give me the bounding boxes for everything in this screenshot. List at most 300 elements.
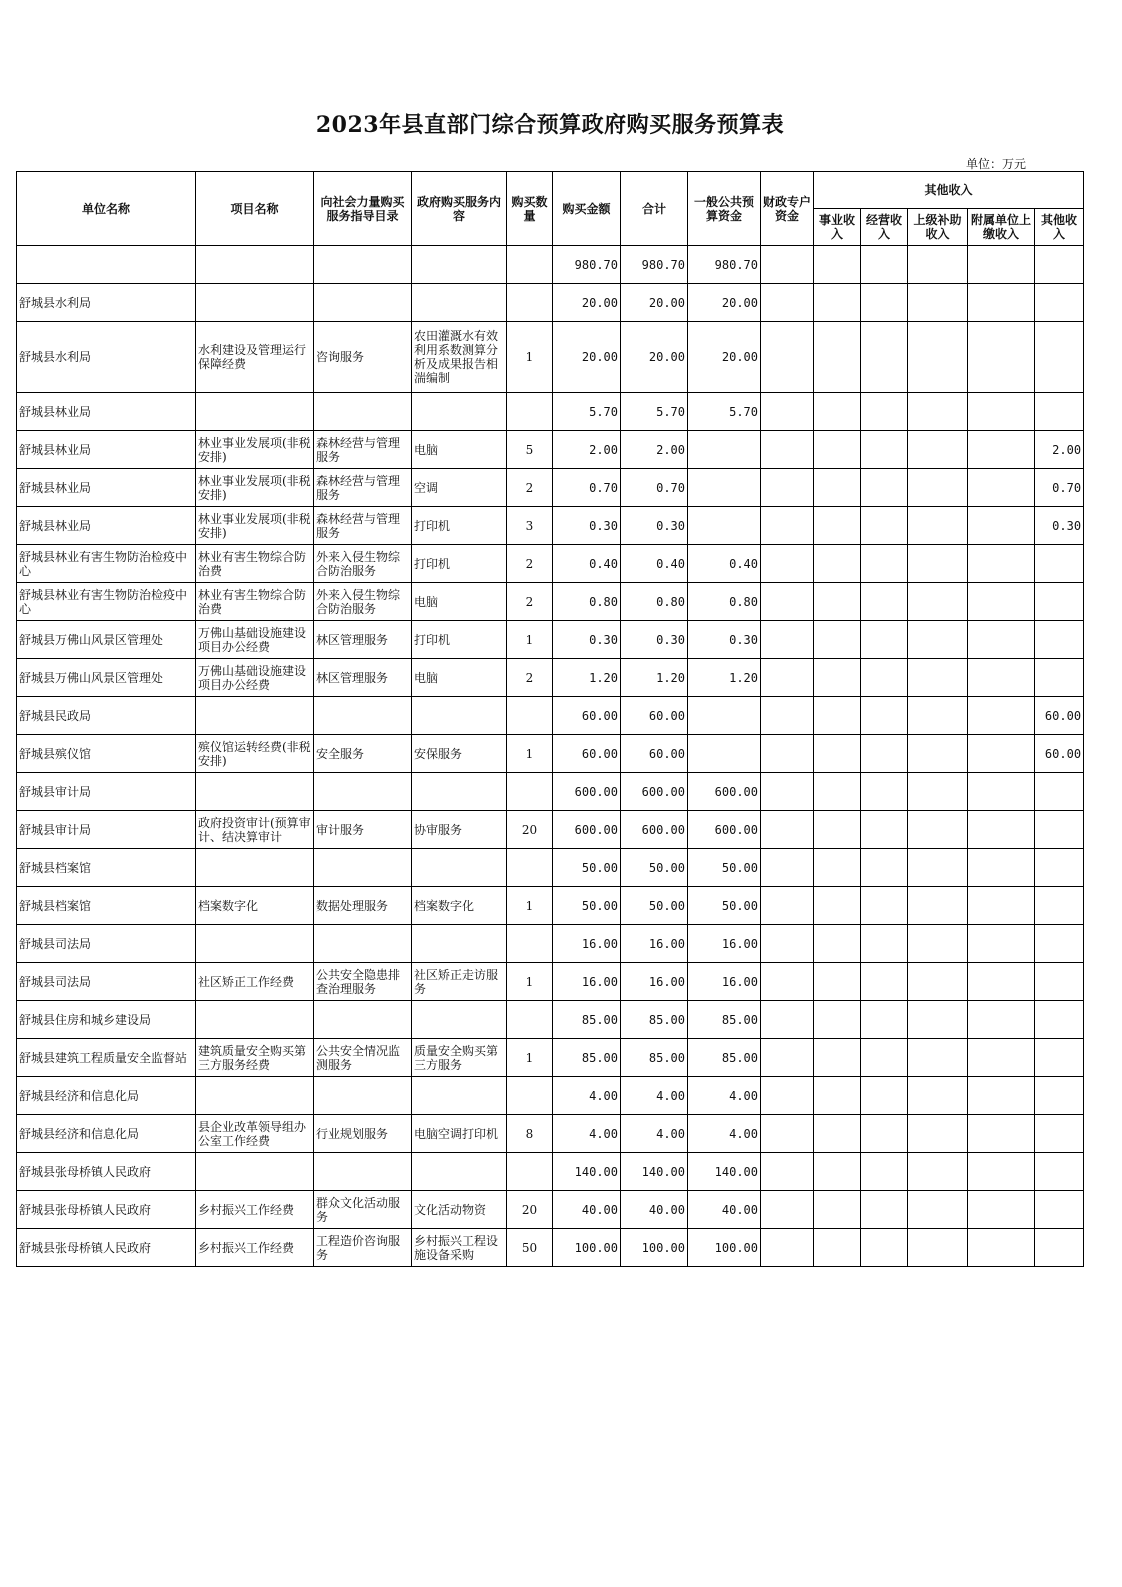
cell-operating-income	[861, 773, 908, 811]
table-row	[17, 469, 1084, 507]
cell-special-fund	[761, 1001, 814, 1039]
cell-affiliated-income	[968, 1229, 1035, 1267]
cell-quantity: 2	[507, 469, 553, 507]
cell-content: 协审服务	[412, 811, 507, 849]
cell-total: 5.70	[621, 393, 688, 431]
cell-catalog: 安全服务	[314, 735, 412, 773]
cell-superior-subsidy	[908, 773, 968, 811]
cell-affiliated-income	[968, 1077, 1035, 1115]
cell-superior-subsidy	[908, 246, 968, 284]
cell-content	[412, 925, 507, 963]
cell-affiliated-income	[968, 507, 1035, 545]
cell-catalog: 行业规划服务	[314, 1115, 412, 1153]
cell-operating-income	[861, 963, 908, 1001]
cell-unit-name: 舒城县档案馆	[17, 887, 196, 925]
cell-total: 0.40	[621, 545, 688, 583]
cell-superior-subsidy	[908, 1191, 968, 1229]
cell-affiliated-income	[968, 925, 1035, 963]
cell-project-name	[196, 246, 314, 284]
cell-content: 打印机	[412, 545, 507, 583]
cell-operating-income	[861, 811, 908, 849]
cell-unit-name: 舒城县林业局	[17, 507, 196, 545]
cell-catalog: 林区管理服务	[314, 659, 412, 697]
table-row	[17, 1191, 1084, 1229]
cell-catalog	[314, 284, 412, 322]
cell-quantity	[507, 773, 553, 811]
cell-quantity: 1	[507, 963, 553, 1001]
cell-project-name: 林业事业发展项(非税安排)	[196, 507, 314, 545]
cell-amount: 100.00	[553, 1229, 621, 1267]
cell-quantity: 50	[507, 1229, 553, 1267]
table-row	[17, 773, 1084, 811]
cell-superior-subsidy	[908, 659, 968, 697]
cell-total: 40.00	[621, 1191, 688, 1229]
cell-quantity: 1	[507, 887, 553, 925]
cell-content: 打印机	[412, 621, 507, 659]
cell-project-name: 林业有害生物综合防治费	[196, 545, 314, 583]
cell-general-budget: 20.00	[688, 284, 761, 322]
cell-other-income: 2.00	[1035, 431, 1084, 469]
cell-special-fund	[761, 1039, 814, 1077]
cell-operating-income	[861, 545, 908, 583]
cell-project-name	[196, 773, 314, 811]
cell-affiliated-income	[968, 849, 1035, 887]
cell-other-income	[1035, 1077, 1084, 1115]
cell-superior-subsidy	[908, 431, 968, 469]
cell-business-income	[814, 431, 861, 469]
cell-operating-income	[861, 1077, 908, 1115]
cell-operating-income	[861, 925, 908, 963]
cell-special-fund	[761, 583, 814, 621]
cell-project-name: 政府投资审计(预算审计、结决算审计	[196, 811, 314, 849]
table-row	[17, 1229, 1084, 1267]
cell-business-income	[814, 849, 861, 887]
cell-superior-subsidy	[908, 469, 968, 507]
cell-affiliated-income	[968, 393, 1035, 431]
table-row	[17, 963, 1084, 1001]
cell-affiliated-income	[968, 1039, 1035, 1077]
cell-affiliated-income	[968, 1115, 1035, 1153]
cell-quantity: 1	[507, 735, 553, 773]
cell-other-income	[1035, 1153, 1084, 1191]
cell-superior-subsidy	[908, 963, 968, 1001]
cell-business-income	[814, 1229, 861, 1267]
cell-business-income	[814, 469, 861, 507]
cell-affiliated-income	[968, 431, 1035, 469]
cell-affiliated-income	[968, 963, 1035, 1001]
header-project-name: 项目名称	[196, 172, 314, 246]
cell-total: 85.00	[621, 1001, 688, 1039]
cell-catalog	[314, 773, 412, 811]
cell-general-budget: 4.00	[688, 1115, 761, 1153]
cell-general-budget: 0.80	[688, 583, 761, 621]
cell-unit-name: 舒城县林业局	[17, 393, 196, 431]
cell-total: 140.00	[621, 1153, 688, 1191]
cell-special-fund	[761, 393, 814, 431]
cell-general-budget	[688, 507, 761, 545]
cell-amount: 140.00	[553, 1153, 621, 1191]
cell-catalog	[314, 246, 412, 284]
cell-quantity	[507, 1077, 553, 1115]
cell-unit-name: 舒城县司法局	[17, 963, 196, 1001]
cell-total: 60.00	[621, 697, 688, 735]
cell-affiliated-income	[968, 583, 1035, 621]
cell-operating-income	[861, 246, 908, 284]
cell-superior-subsidy	[908, 735, 968, 773]
cell-total: 0.30	[621, 621, 688, 659]
cell-general-budget: 16.00	[688, 925, 761, 963]
cell-superior-subsidy	[908, 322, 968, 393]
cell-other-income: 0.30	[1035, 507, 1084, 545]
cell-content	[412, 849, 507, 887]
cell-special-fund	[761, 1229, 814, 1267]
cell-general-budget: 980.70	[688, 246, 761, 284]
cell-special-fund	[761, 284, 814, 322]
cell-other-income	[1035, 246, 1084, 284]
cell-project-name	[196, 849, 314, 887]
cell-unit-name: 舒城县林业有害生物防治检疫中心	[17, 583, 196, 621]
cell-total: 2.00	[621, 431, 688, 469]
cell-affiliated-income	[968, 811, 1035, 849]
cell-general-budget: 85.00	[688, 1001, 761, 1039]
cell-special-fund	[761, 1191, 814, 1229]
cell-total: 600.00	[621, 773, 688, 811]
cell-affiliated-income	[968, 887, 1035, 925]
cell-unit-name: 舒城县审计局	[17, 811, 196, 849]
cell-amount: 2.00	[553, 431, 621, 469]
cell-business-income	[814, 621, 861, 659]
cell-total: 4.00	[621, 1115, 688, 1153]
cell-unit-name: 舒城县住房和城乡建设局	[17, 1001, 196, 1039]
cell-superior-subsidy	[908, 887, 968, 925]
cell-superior-subsidy	[908, 583, 968, 621]
cell-quantity	[507, 1001, 553, 1039]
cell-operating-income	[861, 583, 908, 621]
cell-content	[412, 697, 507, 735]
cell-unit-name: 舒城县档案馆	[17, 849, 196, 887]
cell-content: 档案数字化	[412, 887, 507, 925]
header-other: 其他收入	[1035, 209, 1084, 246]
cell-business-income	[814, 545, 861, 583]
header-amount: 购买金额	[553, 172, 621, 246]
cell-other-income: 60.00	[1035, 735, 1084, 773]
cell-other-income: 60.00	[1035, 697, 1084, 735]
cell-unit-name: 舒城县经济和信息化局	[17, 1115, 196, 1153]
cell-superior-subsidy	[908, 1115, 968, 1153]
cell-other-income	[1035, 963, 1084, 1001]
cell-quantity	[507, 925, 553, 963]
cell-unit-name: 舒城县万佛山风景区管理处	[17, 659, 196, 697]
table-body	[17, 246, 1084, 1267]
cell-content: 电脑	[412, 583, 507, 621]
cell-content: 打印机	[412, 507, 507, 545]
cell-general-budget: 5.70	[688, 393, 761, 431]
cell-total: 1.20	[621, 659, 688, 697]
cell-amount: 16.00	[553, 963, 621, 1001]
cell-general-budget: 100.00	[688, 1229, 761, 1267]
cell-business-income	[814, 735, 861, 773]
cell-general-budget: 1.20	[688, 659, 761, 697]
header-general-budget: 一般公共预算资金	[688, 172, 761, 246]
table-row	[17, 849, 1084, 887]
cell-superior-subsidy	[908, 849, 968, 887]
table-row	[17, 1077, 1084, 1115]
cell-amount: 50.00	[553, 849, 621, 887]
cell-other-income	[1035, 849, 1084, 887]
cell-operating-income	[861, 849, 908, 887]
cell-project-name: 殡仪馆运转经费(非税安排)	[196, 735, 314, 773]
cell-business-income	[814, 583, 861, 621]
cell-amount: 4.00	[553, 1115, 621, 1153]
cell-catalog	[314, 925, 412, 963]
cell-general-budget: 0.40	[688, 545, 761, 583]
cell-unit-name: 舒城县水利局	[17, 322, 196, 393]
cell-catalog: 工程造价咨询服务	[314, 1229, 412, 1267]
cell-business-income	[814, 773, 861, 811]
cell-quantity: 2	[507, 659, 553, 697]
cell-catalog: 群众文化活动服务	[314, 1191, 412, 1229]
cell-project-name: 水利建设及管理运行保障经费	[196, 322, 314, 393]
cell-business-income	[814, 322, 861, 393]
cell-total: 85.00	[621, 1039, 688, 1077]
cell-catalog: 数据处理服务	[314, 887, 412, 925]
cell-operating-income	[861, 284, 908, 322]
cell-operating-income	[861, 659, 908, 697]
table-row	[17, 583, 1084, 621]
cell-business-income	[814, 1191, 861, 1229]
cell-catalog	[314, 1001, 412, 1039]
cell-unit-name: 舒城县司法局	[17, 925, 196, 963]
cell-project-name: 乡村振兴工作经费	[196, 1229, 314, 1267]
cell-other-income	[1035, 393, 1084, 431]
cell-total: 980.70	[621, 246, 688, 284]
cell-other-income	[1035, 1229, 1084, 1267]
cell-special-fund	[761, 887, 814, 925]
cell-other-income	[1035, 811, 1084, 849]
cell-amount: 20.00	[553, 322, 621, 393]
table-row	[17, 1153, 1084, 1191]
cell-affiliated-income	[968, 322, 1035, 393]
table-row	[17, 431, 1084, 469]
header-total: 合计	[621, 172, 688, 246]
cell-catalog	[314, 849, 412, 887]
cell-total: 0.30	[621, 507, 688, 545]
cell-content: 安保服务	[412, 735, 507, 773]
cell-total: 100.00	[621, 1229, 688, 1267]
cell-unit-name: 舒城县林业局	[17, 431, 196, 469]
cell-general-budget	[688, 735, 761, 773]
table-row	[17, 735, 1084, 773]
cell-special-fund	[761, 431, 814, 469]
cell-business-income	[814, 1153, 861, 1191]
cell-quantity	[507, 849, 553, 887]
cell-other-income	[1035, 1039, 1084, 1077]
cell-operating-income	[861, 469, 908, 507]
cell-catalog: 外来入侵生物综合防治服务	[314, 583, 412, 621]
cell-other-income	[1035, 925, 1084, 963]
cell-catalog: 审计服务	[314, 811, 412, 849]
cell-content	[412, 284, 507, 322]
cell-unit-name: 舒城县民政局	[17, 697, 196, 735]
header-quantity: 购买数量	[507, 172, 553, 246]
cell-unit-name: 舒城县建筑工程质量安全监督站	[17, 1039, 196, 1077]
cell-quantity: 20	[507, 1191, 553, 1229]
cell-total: 600.00	[621, 811, 688, 849]
cell-content: 电脑	[412, 431, 507, 469]
cell-unit-name: 舒城县张母桥镇人民政府	[17, 1153, 196, 1191]
cell-catalog: 公共安全情况监测服务	[314, 1039, 412, 1077]
cell-special-fund	[761, 469, 814, 507]
header-special-fund: 财政专户资金	[761, 172, 814, 246]
cell-quantity: 20	[507, 811, 553, 849]
cell-other-income	[1035, 659, 1084, 697]
cell-project-name: 万佛山基础设施建设项目办公经费	[196, 621, 314, 659]
cell-business-income	[814, 1077, 861, 1115]
cell-superior-subsidy	[908, 1077, 968, 1115]
cell-content	[412, 1077, 507, 1115]
cell-catalog: 公共安全隐患排查治理服务	[314, 963, 412, 1001]
cell-operating-income	[861, 507, 908, 545]
cell-business-income	[814, 246, 861, 284]
cell-amount: 0.40	[553, 545, 621, 583]
cell-other-income	[1035, 1115, 1084, 1153]
cell-operating-income	[861, 322, 908, 393]
cell-operating-income	[861, 1039, 908, 1077]
cell-quantity: 2	[507, 583, 553, 621]
cell-other-income	[1035, 773, 1084, 811]
cell-business-income	[814, 925, 861, 963]
cell-general-budget: 16.00	[688, 963, 761, 1001]
cell-operating-income	[861, 393, 908, 431]
cell-other-income	[1035, 545, 1084, 583]
cell-project-name	[196, 1001, 314, 1039]
table-row	[17, 659, 1084, 697]
cell-catalog	[314, 393, 412, 431]
cell-business-income	[814, 1115, 861, 1153]
cell-amount: 1.20	[553, 659, 621, 697]
table-row	[17, 811, 1084, 849]
cell-other-income	[1035, 887, 1084, 925]
cell-catalog	[314, 1077, 412, 1115]
cell-unit-name: 舒城县水利局	[17, 284, 196, 322]
cell-unit-name: 舒城县张母桥镇人民政府	[17, 1191, 196, 1229]
cell-quantity	[507, 393, 553, 431]
unit-label: 单位：万元	[966, 157, 1027, 171]
cell-amount: 40.00	[553, 1191, 621, 1229]
cell-operating-income	[861, 431, 908, 469]
cell-general-budget: 0.30	[688, 621, 761, 659]
cell-quantity	[507, 246, 553, 284]
header-unit-name: 单位名称	[17, 172, 196, 246]
cell-unit-name	[17, 246, 196, 284]
cell-business-income	[814, 697, 861, 735]
cell-quantity: 1	[507, 1039, 553, 1077]
cell-operating-income	[861, 1115, 908, 1153]
cell-catalog: 外来入侵生物综合防治服务	[314, 545, 412, 583]
cell-project-name	[196, 925, 314, 963]
cell-unit-name: 舒城县张母桥镇人民政府	[17, 1229, 196, 1267]
cell-superior-subsidy	[908, 393, 968, 431]
table-row	[17, 322, 1084, 393]
cell-content	[412, 246, 507, 284]
cell-quantity: 5	[507, 431, 553, 469]
cell-superior-subsidy	[908, 507, 968, 545]
cell-business-income	[814, 659, 861, 697]
cell-amount: 5.70	[553, 393, 621, 431]
cell-total: 60.00	[621, 735, 688, 773]
cell-quantity: 8	[507, 1115, 553, 1153]
cell-amount: 4.00	[553, 1077, 621, 1115]
cell-business-income	[814, 1001, 861, 1039]
cell-special-fund	[761, 963, 814, 1001]
cell-operating-income	[861, 887, 908, 925]
cell-project-name	[196, 697, 314, 735]
cell-total: 16.00	[621, 925, 688, 963]
cell-project-name	[196, 284, 314, 322]
cell-amount: 60.00	[553, 697, 621, 735]
cell-special-fund	[761, 773, 814, 811]
cell-unit-name: 舒城县审计局	[17, 773, 196, 811]
cell-project-name: 林业事业发展项(非税安排)	[196, 431, 314, 469]
cell-general-budget	[688, 469, 761, 507]
cell-content: 社区矫正走访服务	[412, 963, 507, 1001]
cell-amount: 85.00	[553, 1001, 621, 1039]
cell-amount: 600.00	[553, 811, 621, 849]
cell-other-income	[1035, 1001, 1084, 1039]
cell-amount: 20.00	[553, 284, 621, 322]
cell-business-income	[814, 393, 861, 431]
table-row	[17, 621, 1084, 659]
cell-unit-name: 舒城县林业有害生物防治检疫中心	[17, 545, 196, 583]
cell-business-income	[814, 887, 861, 925]
cell-content: 电脑	[412, 659, 507, 697]
cell-operating-income	[861, 1001, 908, 1039]
cell-project-name	[196, 393, 314, 431]
cell-superior-subsidy	[908, 1039, 968, 1077]
page-title: 2023年县直部门综合预算政府购买服务预算表	[315, 112, 785, 138]
cell-special-fund	[761, 811, 814, 849]
header-business-income: 事业收入	[814, 209, 861, 246]
cell-catalog: 森林经营与管理服务	[314, 431, 412, 469]
cell-affiliated-income	[968, 469, 1035, 507]
cell-quantity	[507, 1153, 553, 1191]
cell-content: 质量安全购买第三方服务	[412, 1039, 507, 1077]
cell-superior-subsidy	[908, 811, 968, 849]
cell-amount: 0.70	[553, 469, 621, 507]
cell-superior-subsidy	[908, 1001, 968, 1039]
cell-content	[412, 393, 507, 431]
cell-operating-income	[861, 1191, 908, 1229]
cell-special-fund	[761, 735, 814, 773]
cell-content: 农田灌溉水有效利用系数测算分析及成果报告相湍编制	[412, 322, 507, 393]
cell-special-fund	[761, 545, 814, 583]
cell-business-income	[814, 963, 861, 1001]
cell-special-fund	[761, 1115, 814, 1153]
table-row	[17, 246, 1084, 284]
cell-special-fund	[761, 1077, 814, 1115]
cell-quantity: 1	[507, 621, 553, 659]
cell-total: 20.00	[621, 322, 688, 393]
cell-affiliated-income	[968, 621, 1035, 659]
cell-amount: 16.00	[553, 925, 621, 963]
cell-content	[412, 773, 507, 811]
cell-total: 4.00	[621, 1077, 688, 1115]
cell-general-budget: 40.00	[688, 1191, 761, 1229]
cell-quantity: 3	[507, 507, 553, 545]
cell-general-budget: 140.00	[688, 1153, 761, 1191]
cell-catalog: 森林经营与管理服务	[314, 507, 412, 545]
header-affiliated-income: 附属单位上缴收入	[968, 209, 1035, 246]
